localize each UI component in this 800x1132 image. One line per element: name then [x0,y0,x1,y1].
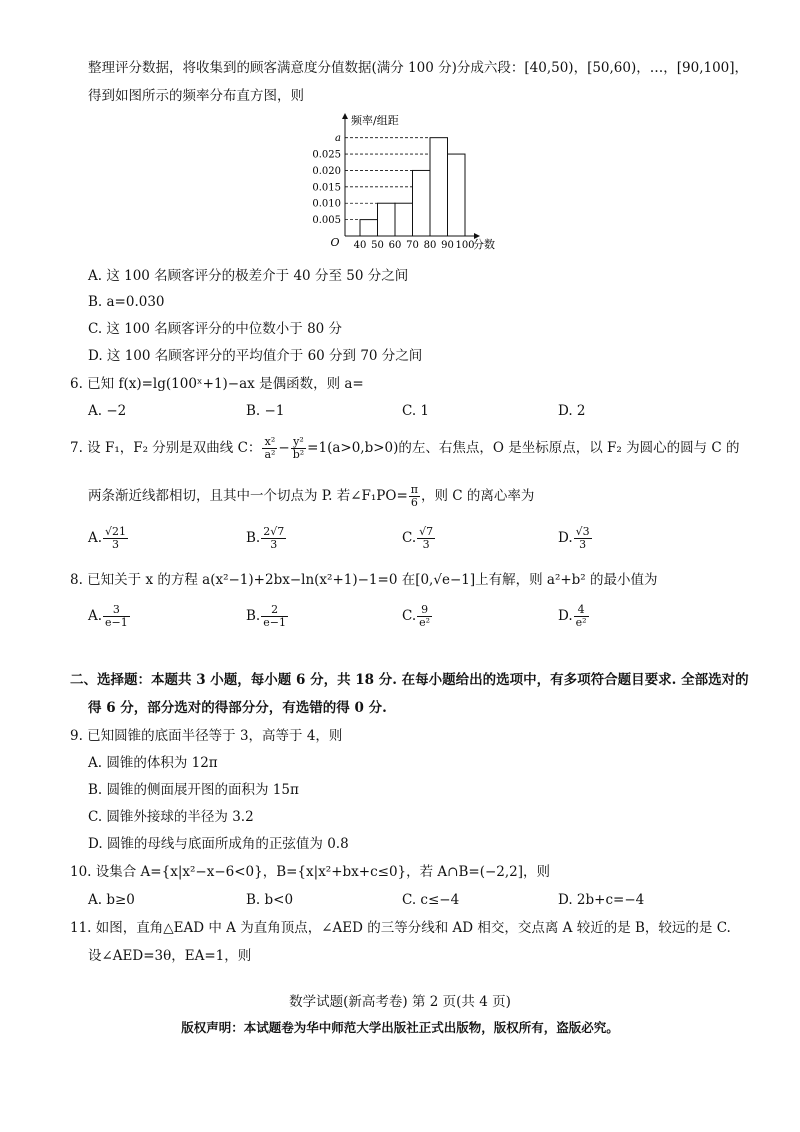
q7-option-b: B. $\frac{2√7}{3}$ [246,525,285,551]
y-tick-label: 0.020 [312,165,341,177]
q7-angle-fraction: $\frac{\pi}{6}$ [410,483,419,509]
q7-option-c: C. $\frac{√7}{3}$ [402,525,434,551]
q7-stem: 7. 设 F₁，F₂ 分别是双曲线 C： $\frac{\text{x²}}{\text{a²}}$ − $\frac{\text{y²}}{\text{b²}}$ =1(a>0,b>0)的左、右焦点，O 是坐标原点，以 F₂ 为圆心的圆与 C 的 [70,435,740,461]
q9-option-d: D. 圆锥的母线与底面所成角的正弦值为 0.8 [88,836,349,852]
q8-option-c: C. $\frac{9}{\text{e²}}$ [402,603,431,629]
histogram-bar-60-70 [395,203,413,236]
q10-option-c: C. c≤−4 [402,892,460,908]
y-tick-label: a [335,133,341,145]
x-tick-label: 60 [388,240,402,251]
y-tick-label: 0.015 [312,182,341,194]
y-tick-label: 0.025 [312,149,341,161]
q10-option-d: D. 2b+c=−4 [558,892,645,908]
q7-fraction-y: $\frac{\text{y²}}{\text{b²}}$ [292,435,305,461]
x-tick-label: 90 [441,240,454,251]
q5-option-d: D. 这 100 名顾客评分的平均值介于 60 分到 70 分之间 [88,348,423,364]
copyright-notice: 版权声明：本试题卷为华中师范大学出版社正式出版物，版权所有，盗版必究。 [181,1020,619,1035]
q8-option-b: B. $\frac{2}{e-1}$ [246,603,286,629]
x-tick-label: 70 [406,240,419,251]
q8-option-a: A. $\frac{3}{e-1}$ [88,603,128,629]
q10-option-b: B. b<0 [246,892,294,908]
q11-stem-line-2: 设∠AED=3θ，EA=1，则 [88,948,252,964]
x-axis-label: 分数 [473,238,495,251]
histogram-bar-80-90 [430,138,448,236]
x-tick-label: 100 [455,240,475,251]
q8-stem: 8. 已知关于 x 的方程 a(x²−1)+2bx−ln(x²+1)−1=0 在[0,√e−1]上有解，则 a²+b² 的最小值为 [70,572,658,588]
q7-fraction-x: $\frac{\text{x²}}{\text{a²}}$ [264,435,276,461]
q7-option-a: A. $\frac{√21}{3}$ [88,525,127,551]
q11-stem: 11. 如图，直角△EAD 中 A 为直角顶点，∠AED 的三等分线和 AD 相交，交点离 A 较近的是 B，较远的是 C. [70,920,731,936]
q9-option-c: C. 圆锥外接球的半径为 3.2 [88,809,254,825]
x-tick-label: 50 [371,240,384,251]
q9-option-a: A. 圆锥的体积为 12π [88,755,218,771]
intro-line-2: 得到如图所示的频率分布直方图，则 [88,88,304,104]
q6-option-a: A. −2 [88,403,127,419]
frequency-histogram [300,108,520,256]
q6-option-c: C. 1 [402,403,430,419]
q7-stem-line-2: 两条渐近线都相切，且其中一个切点为 P. 若∠F₁PO= $\frac{\pi}{6}$ ，则 C 的离心率为 [88,483,535,509]
histogram-bar-50-60 [378,203,396,236]
q6-stem: 6. 已知 f(x)=lg(100ˣ+1)−ax 是偶函数，则 a= [70,376,364,392]
q5-option-a: A. 这 100 名顾客评分的极差介于 40 分至 50 分之间 [88,268,409,284]
origin-label: O [330,236,340,249]
q5-option-b: B. a=0.030 [88,294,165,310]
histogram-bar-90-100 [448,154,466,236]
intro-line-1: 整理评分数据，将收集到的顾客满意度分值数据(满分 100 分)分成六段：[40,50)，[50,60)，…，[90,100]， [88,60,749,76]
page-footer: 数学试题(新高考卷) 第 2 页(共 4 页) [289,994,511,1010]
x-tick-label: 80 [423,240,437,251]
x-tick-label: 40 [353,240,367,251]
y-tick-label: 0.005 [312,215,341,227]
q5-option-c: C. 这 100 名顾客评分的中位数小于 80 分 [88,321,343,337]
q7-option-d: D. $\frac{√3}{3}$ [558,525,590,551]
q6-option-d: D. 2 [558,403,586,419]
q9-stem: 9. 已知圆锥的底面半径等于 3，高等于 4，则 [70,728,343,744]
q10-option-a: A. b≥0 [88,892,135,908]
q9-option-b: B. 圆锥的侧面展开图的面积为 15π [88,782,299,798]
q10-stem: 10. 设集合 A={x|x²−x−6<0}，B={x|x²+bx+c≤0}，若 A∩B=(−2,2]，则 [70,864,551,880]
section-2-heading-line-2: 得 6 分，部分选对的得部分分，有选错的得 0 分. [88,700,387,716]
q6-option-b: B. −1 [246,403,285,419]
histogram-bar-70-80 [413,170,431,236]
histogram-bar-40-50 [360,220,378,236]
section-2-heading: 二、选择题：本题共 3 小题，每小题 6 分，共 18 分. 在每小题给出的选项中，有多项符合题目要求. 全部选对的 [70,672,749,688]
y-tick-label: 0.010 [312,198,341,210]
q8-option-d: D. $\frac{4}{\text{e²}}$ [558,603,587,629]
y-axis-label: 频率/组距 [351,114,399,127]
